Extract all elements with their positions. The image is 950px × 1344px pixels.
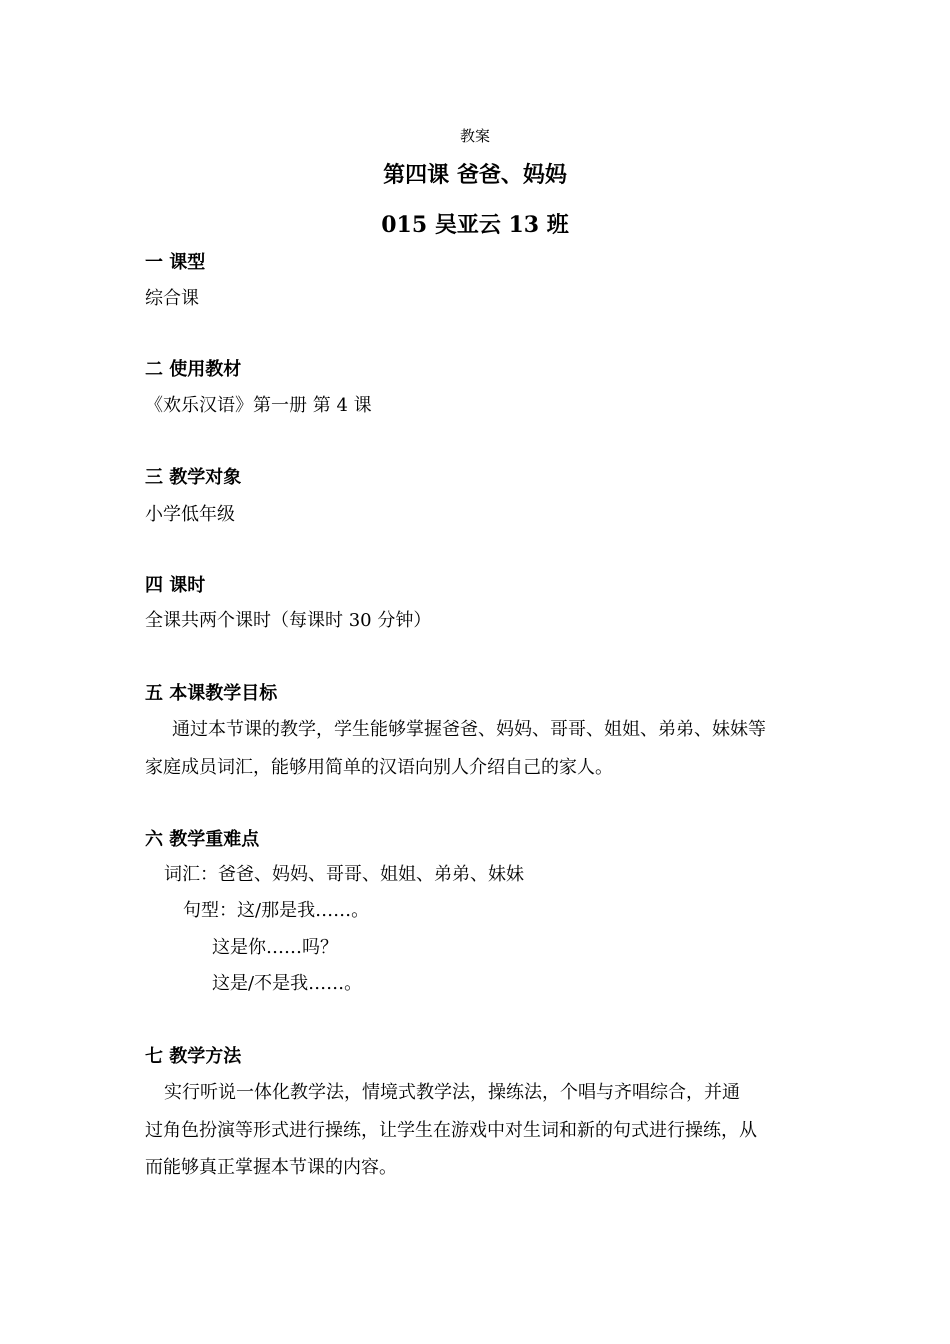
section-heading-methods: 七 教学方法 <box>145 1046 242 1067</box>
section-text: 综合课 <box>145 288 199 309</box>
author-line: 015 吴亚云 13 班 <box>381 212 569 238</box>
section-text: 通过本节课的教学，学生能够掌握爸爸、妈妈、哥哥、姐姐、弟弟、妹妹等 <box>172 719 766 740</box>
section-text: 全课共两个课时（每课时 30 分钟） <box>145 610 432 631</box>
section-text: 而能够真正掌握本节课的内容。 <box>145 1157 397 1178</box>
section-text: 《欢乐汉语》第一册 第 4 课 <box>145 395 372 416</box>
section-text: 实行听说一体化教学法，情境式教学法，操练法，个唱与齐唱综合，并通 <box>164 1082 740 1103</box>
section-text: 这是/不是我……。 <box>212 973 363 994</box>
section-heading-class-hours: 四 课时 <box>145 575 206 596</box>
section-heading-key-points: 六 教学重难点 <box>145 829 260 850</box>
section-text: 家庭成员词汇，能够用简单的汉语向别人介绍自己的家人。 <box>145 757 613 778</box>
section-text: 词汇：爸爸、妈妈、哥哥、姐姐、弟弟、妹妹 <box>164 864 524 885</box>
section-text: 过角色扮演等形式进行操练，让学生在游戏中对生词和新的句式进行操练，从 <box>145 1120 757 1141</box>
section-heading-textbook: 二 使用教材 <box>145 359 242 380</box>
section-heading-course-type: 一 课型 <box>145 252 206 273</box>
section-heading-audience: 三 教学对象 <box>145 467 242 488</box>
section-text: 小学低年级 <box>145 504 235 525</box>
section-heading-objectives: 五 本课教学目标 <box>145 683 278 704</box>
header-label: 教案 <box>459 127 490 145</box>
section-text: 句型：这/那是我……。 <box>183 900 370 921</box>
section-text: 这是你……吗？ <box>212 937 338 958</box>
lesson-title: 第四课 爸爸、妈妈 <box>383 162 567 188</box>
